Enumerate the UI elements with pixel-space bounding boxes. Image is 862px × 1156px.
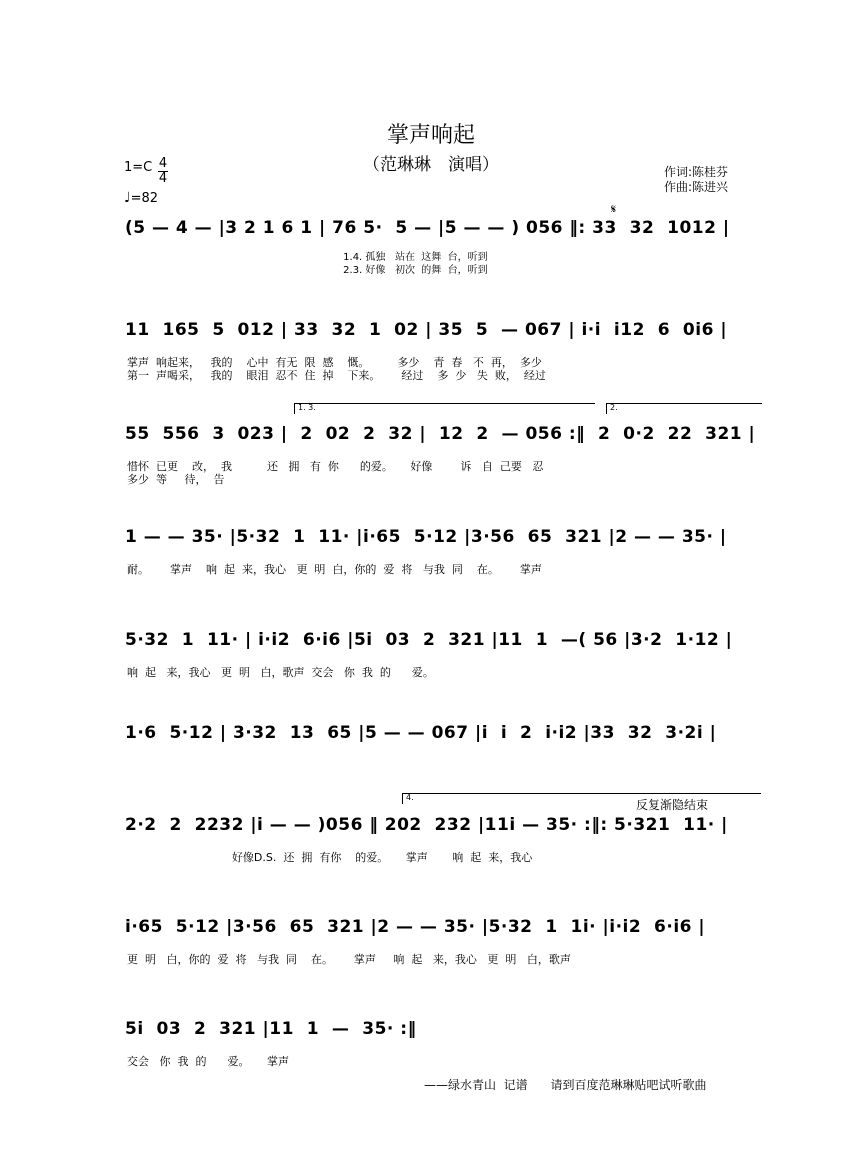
time-signature	[158, 157, 168, 186]
score-line-1	[125, 218, 765, 308]
footer-credit: ——绿水青山 记谱 请到百度范琳琳贴吧试听歌曲	[424, 1078, 707, 1092]
credits	[664, 165, 728, 195]
time-signature-bottom: 4	[158, 171, 168, 186]
quarter-note-icon: ♩	[124, 190, 131, 206]
lyricist: 作词:陈桂芬	[664, 165, 729, 179]
lyrics-line-3b: 多少 等 待， 告	[127, 473, 225, 486]
lyrics-line-1b: 2.3. 好像 初次 的舞 台，听到	[127, 265, 488, 276]
lyrics-line-2a: 掌声 响起来， 我的 心中 有无 限 感 慨。 多少 青 春 不 再， 多少	[127, 356, 542, 369]
notes-line-1: (5 — 4 — |3 2 1 6 1 | 76 5· 5 — |5 — — ) 056 ‖: 33 32 1012 |	[125, 218, 730, 238]
lyrics-line-5: 响 起 来，我心 更 明 白，歌声 交会 你 我 的 爱。	[127, 666, 434, 679]
notes-line-3: 55 556 3 023 | 2 02 2 32 | 12 2 — 056 :‖ 2 0·2 22 321 |	[125, 424, 756, 444]
segno-icon: 𝄋	[611, 202, 617, 216]
notes-line-7: 2·2 2 2232 |i — — )056 ‖ 202 232 |11i — 35· :‖: 5·321 11· |	[125, 815, 728, 835]
notes-line-5: 5·32 1 11· | i·i2 6·i6 |5i 03 2 321 |11 1 —( 56 |3·2 1·12 |	[125, 630, 733, 650]
score-line-8	[125, 917, 765, 1007]
volta-1-3: 1. 3.	[294, 403, 595, 414]
lyrics-line-1a: 1.4. 孤独 站在 这舞 台，听到	[127, 252, 488, 263]
score-line-9	[125, 1019, 765, 1109]
tempo-marking	[124, 190, 158, 206]
song-title: 掌声响起	[386, 123, 475, 148]
notes-line-8: i·65 5·12 |3·56 65 321 |2 — — 35· |5·32 1 1i· |i·i2 6·i6 |	[125, 917, 706, 937]
composer: 作曲:陈进兴	[664, 180, 729, 194]
score-line-5	[125, 630, 765, 720]
score-line-2	[125, 320, 765, 410]
lyrics-line-2b: 第一 声喝采， 我的 眼泪 忍不 住 掉 下来。 经过 多 少 失 败， 经过	[127, 369, 546, 382]
fade-out-note: 反复渐隐结束	[636, 798, 709, 812]
score-line-4	[125, 527, 765, 617]
notes-line-2: 11 165 5 012 | 33 32 1 02 | 35 5 — 067 | i·i i12 6 0i6 |	[125, 320, 728, 340]
notes-line-6: 1·6 5·12 | 3·32 13 65 |5 — — 067 |i i 2 i·i2 |33 32 3·2i |	[125, 723, 717, 743]
lyrics-line-3a: 惜怀 已更 改， 我 还 拥 有 你 的爱。 好像 诉 自 己要 忍	[127, 460, 544, 473]
lyrics-line-7: 好像D.S. 还 拥 有你 的爱。 掌声 响 起 来，我心	[127, 851, 533, 864]
score-line-7	[125, 815, 765, 905]
time-signature-top: 4	[158, 156, 168, 171]
score-line-3	[125, 424, 765, 514]
song-subtitle: （范琳琳 演唱）	[363, 155, 499, 175]
lyrics-line-4: 耐。 掌声 响 起 来，我心 更 明 白，你的 爱 将 与我 同 在。 掌声	[127, 563, 542, 576]
volta-2: 2.	[606, 403, 762, 414]
volta-4: 4.	[402, 793, 761, 804]
lyrics-line-8: 更 明 白，你的 爱 将 与我 同 在。 掌声 响 起 来，我心 更 明 白，歌声	[127, 953, 571, 966]
key-signature: 1=C	[124, 160, 153, 175]
lyrics-line-9: 交会 你 我 的 爱。 掌声	[127, 1055, 289, 1068]
notes-line-9: 5i 03 2 321 |11 1 — 35· :‖	[125, 1019, 417, 1039]
notes-line-4: 1 — — 35· |5·32 1 11· |i·65 5·12 |3·56 65 321 |2 — — 35· |	[125, 527, 727, 547]
tempo-value: =82	[130, 191, 159, 206]
